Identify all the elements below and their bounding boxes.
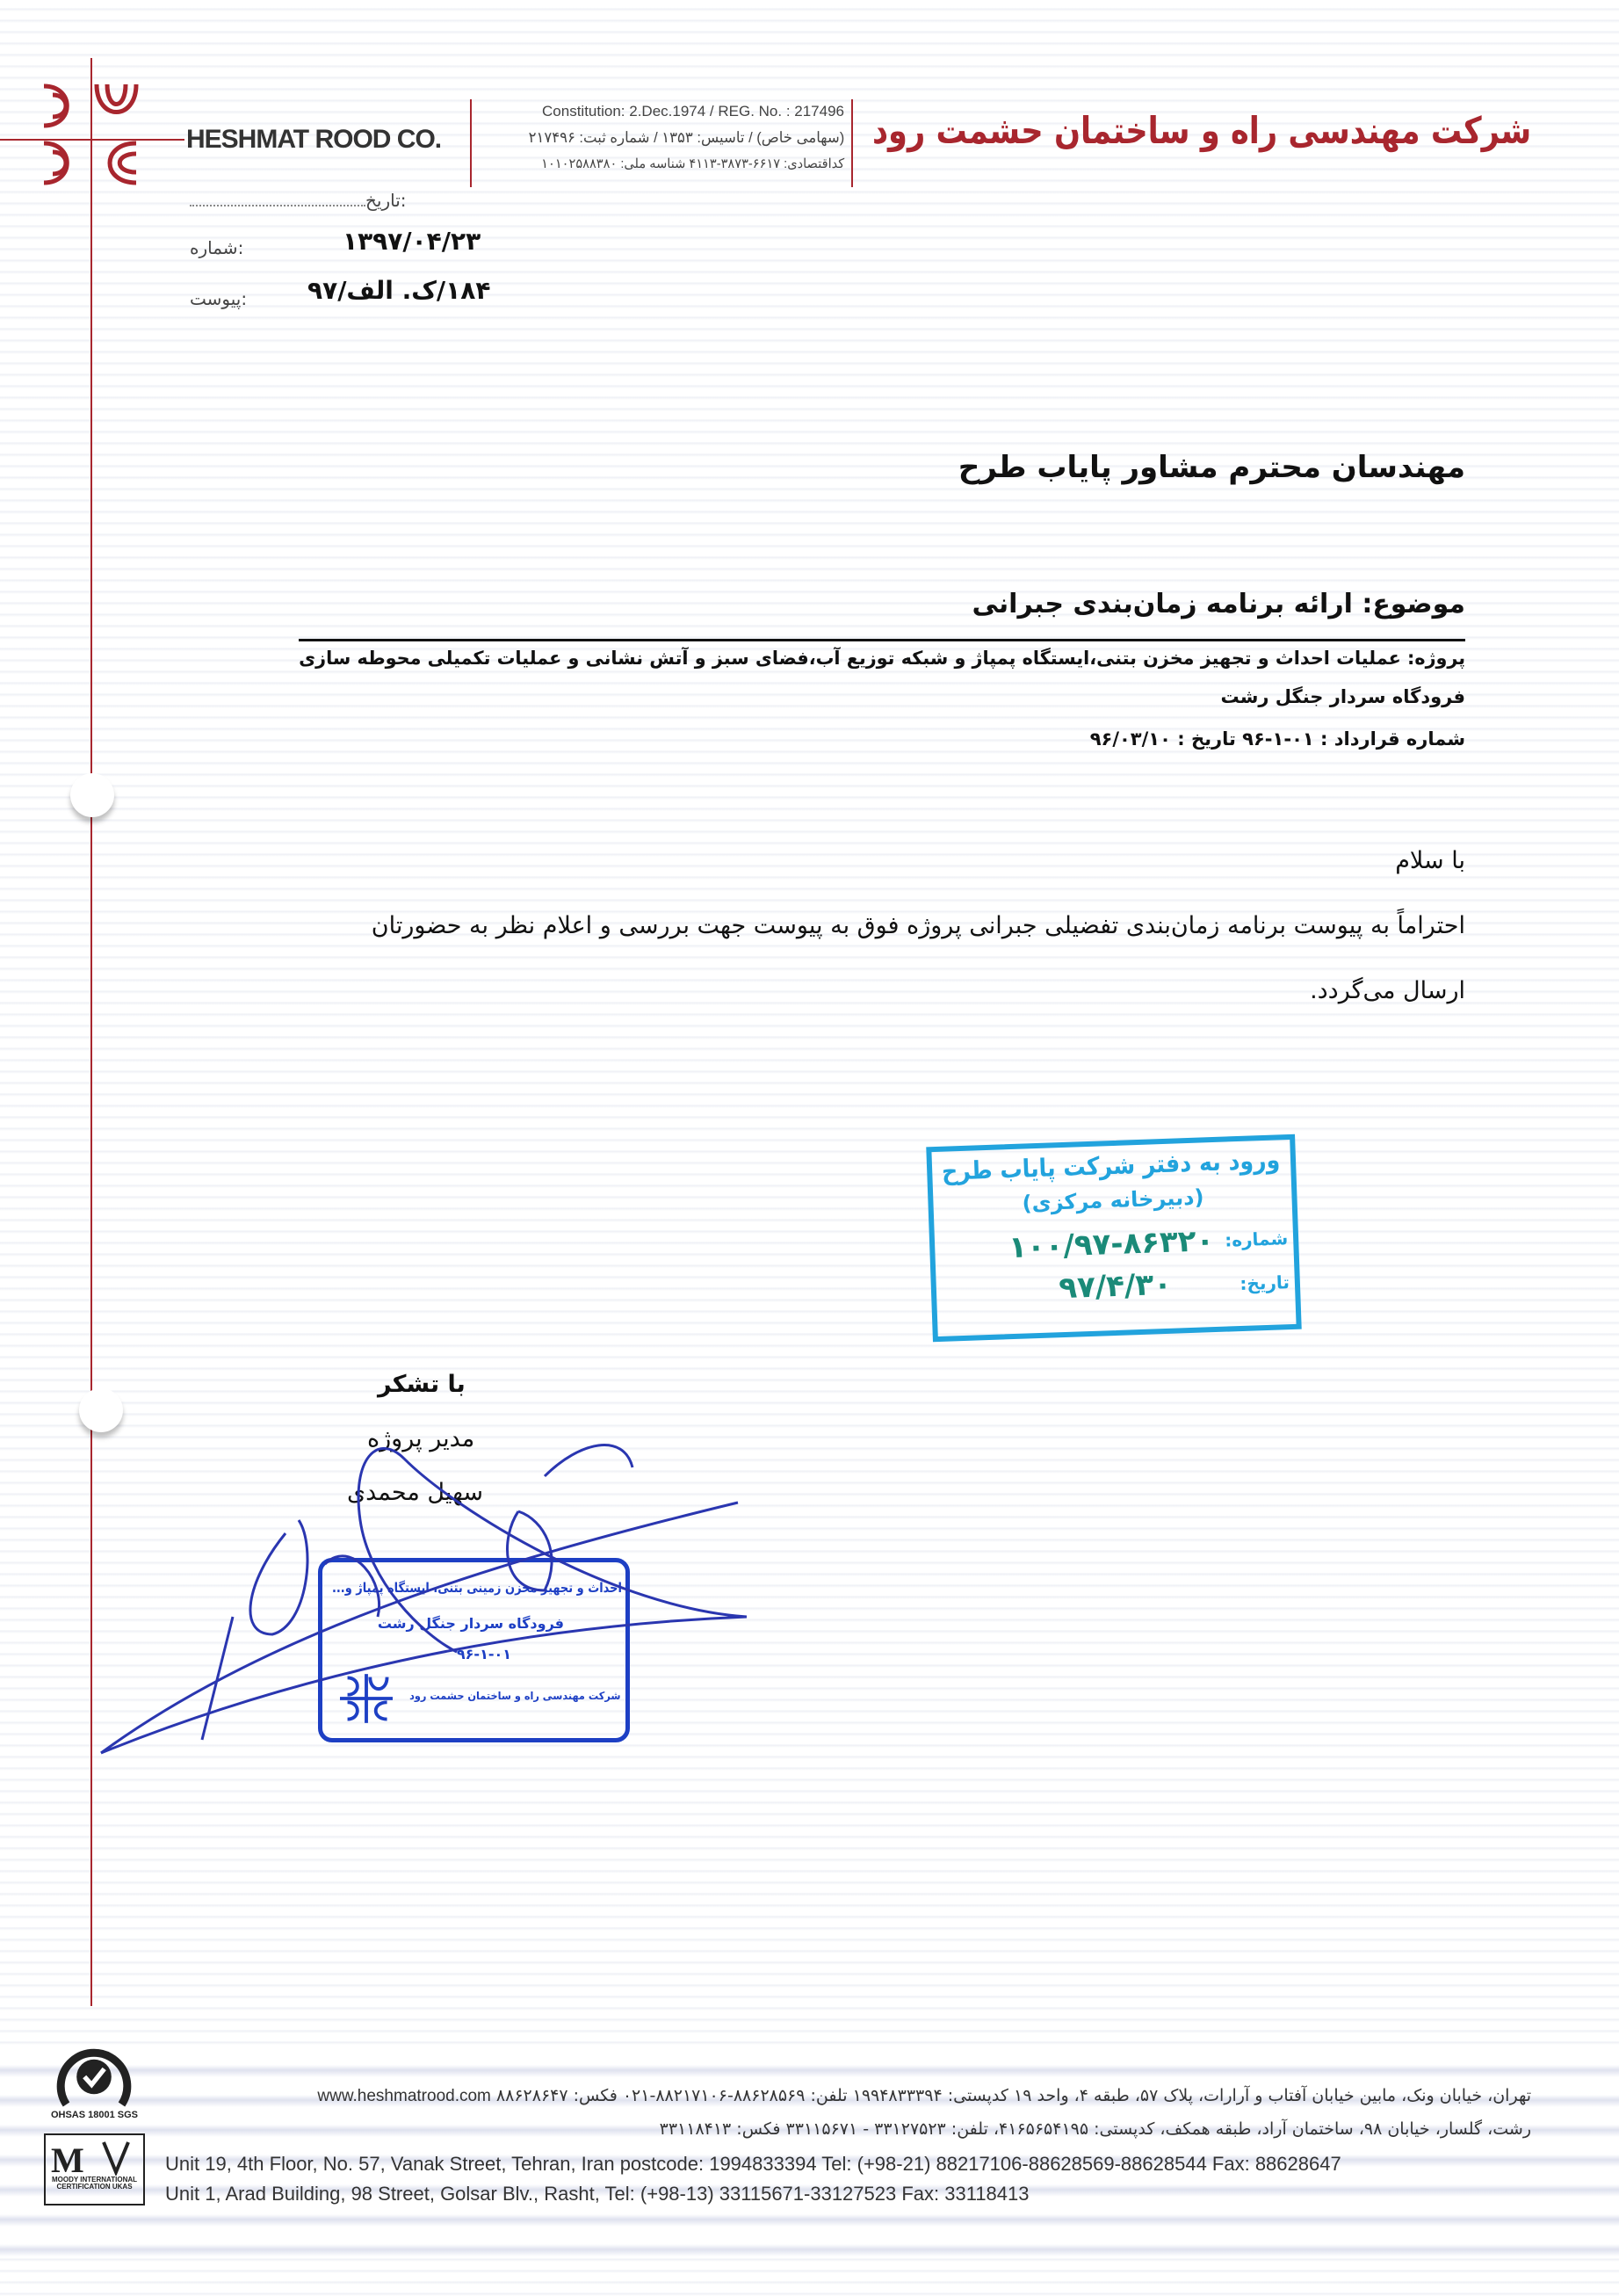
footer-address-rasht-en: Unit 1, Arad Building, 98 Street, Golsar Blv., Rasht, Tel: (+98-13) 33115671-33127523 Fax: 33118413 bbox=[165, 2183, 1030, 2205]
ohsas-sgs-cert-icon bbox=[54, 2037, 134, 2109]
company-stamp-line: شرکت مهندسی راه و ساختمان حشمت رود bbox=[408, 1690, 620, 1702]
receipt-date-label: تاریخ: bbox=[1240, 1271, 1290, 1295]
receipt-date-value: ۹۷/۴/۳۰ bbox=[1058, 1266, 1173, 1307]
footer-address-tehran-fa bbox=[317, 2086, 1531, 2106]
cert-ohsas-sgs-label: OHSAS 18001 SGS bbox=[50, 2110, 139, 2120]
date-field bbox=[190, 190, 407, 211]
recipient: مهندسان محترم مشاور پایاب طرح bbox=[958, 450, 1465, 485]
company-stamp-line: احداث و تجهیز مخزن زمینی بتنی، ایستگاه پمپاژ و... bbox=[332, 1580, 622, 1596]
signer-name: سهیل محمدی bbox=[347, 1479, 484, 1506]
cert-moody-ukas-label: MOODY INTERNATIONAL CERTIFICATION UKAS bbox=[51, 2176, 138, 2191]
website-link[interactable]: www.heshmatrood.com bbox=[317, 2087, 491, 2105]
body-line: احتراماً به پیوست برنامه زمان‌بندی تفضیلی جبرانی پروژه فوق به پیوست جهت بررسی و اعلام نظر به حضورتان bbox=[371, 912, 1465, 939]
registration-fa: (سهامی خاص) / تاسیس: ۱۳۵۳ / شماره ثبت: ۲۱۷۴۹۶ bbox=[528, 129, 845, 146]
subject: موضوع: ارائه برنامه زمان‌بندی جبرانی bbox=[972, 589, 1465, 619]
number-label: شماره: bbox=[190, 237, 244, 258]
footer-address-rasht-fa: رشت، گلسار، خیابان ۹۸، ساختمان آراد، طبقه همکف، کدپستی: ۴۱۶۵۶۵۴۱۹۵، تلفن: ۳۳۱۲۷۵۲۳ - ۳۳۱۱۵۶۷۱ فکس: ۳۳۱۱۸۴۱۳ bbox=[659, 2119, 1531, 2139]
moody-ukas-cert-icon bbox=[49, 2137, 141, 2176]
registration-en: Constitution: 2.Dec.1974 / REG. No. : 217496 bbox=[542, 103, 844, 120]
company-logo-icon bbox=[26, 77, 149, 192]
svg-text:M: M bbox=[51, 2140, 84, 2176]
number-value: ۱۳۹۷/۰۴/۲۳ bbox=[343, 227, 481, 256]
receipt-stamp-subtitle: (دبیرخانه مرکزی) bbox=[1022, 1184, 1204, 1216]
registration-box bbox=[470, 99, 853, 187]
company-stamp-line: فرودگاه سردار جنگل رشت bbox=[377, 1615, 564, 1632]
company-stamp-line: ۹۶-۱-۰۱ bbox=[456, 1646, 511, 1662]
project-location: فرودگاه سردار جنگل رشت bbox=[1220, 686, 1465, 707]
attachment-label: پیوست: bbox=[190, 288, 248, 309]
receipt-number-label: شماره: bbox=[1224, 1228, 1289, 1251]
contract-line: شماره قرارداد : ۰۱-۱-۹۶ تاریخ : ۹۶/۰۳/۱۰ bbox=[1089, 728, 1465, 750]
date-label: تاریخ: bbox=[365, 190, 407, 211]
subject-rule bbox=[299, 639, 1465, 641]
signature bbox=[88, 1406, 755, 1757]
number-field bbox=[190, 237, 243, 258]
attachment-field bbox=[190, 288, 247, 309]
company-name-fa: شرکت مهندسی راه و ساختمان حشمت رود bbox=[871, 109, 1531, 152]
greeting: با سلام bbox=[1395, 847, 1465, 874]
closing: با تشکر bbox=[378, 1371, 466, 1398]
moody-ukas-cert-badge bbox=[44, 2133, 145, 2205]
footer-address-tehran-en: Unit 19, 4th Floor, No. 57, Vanak Street, Tehran, Iran postcode: 1994833394 Tel: (+98-21) 88217106-88628569-88628544 Fax: 88628647 bbox=[165, 2153, 1341, 2175]
attachment-value: ۱۸۴/ک. الف/۹۷ bbox=[307, 276, 491, 305]
receipt-stamp bbox=[926, 1134, 1301, 1343]
receipt-number-value: ۱۰۰/۹۷-۸۶۳۲۰ bbox=[1008, 1223, 1215, 1266]
economic-code: کداقتصادی: ۶۶۱۷-۳۸۷۳-۴۱۱۳ شناسه ملی: ۱۰۱۰۲۵۸۸۳۸۰ bbox=[541, 156, 845, 171]
punch-hole bbox=[70, 773, 114, 817]
signer-title: مدیر پروژه bbox=[367, 1425, 475, 1452]
company-name-en: HESHMAT ROOD CO. bbox=[186, 125, 442, 154]
footer-address-tehran-fa-text: تهران، خیابان ونک، مابین خیابان آفتاب و آرارات، پلاک ۵۷، طبقه ۴، واحد ۱۹ کدپستی: ۱۹۹۴۸۳۳۳۹۴ تلفن: ۸۸۶۲۸۵۶۹-۸۸۲۱۷۱۰۶-۰۲۱ فکس: ۸۸۶۲۸۶۴۷ bbox=[495, 2086, 1531, 2105]
receipt-stamp-title: ورود به دفتر شرکت پایاب طرح bbox=[941, 1145, 1281, 1186]
body-line: ارسال می‌گردد. bbox=[1310, 977, 1465, 1004]
project-line: پروژه: عملیات احداث و تجهیز مخزن بتنی،ایستگاه پمپاژ و شبکه توزیع آب،فضای سبز و آتش نشانی و عملیات تکمیلی محوطه سازی bbox=[299, 648, 1465, 669]
